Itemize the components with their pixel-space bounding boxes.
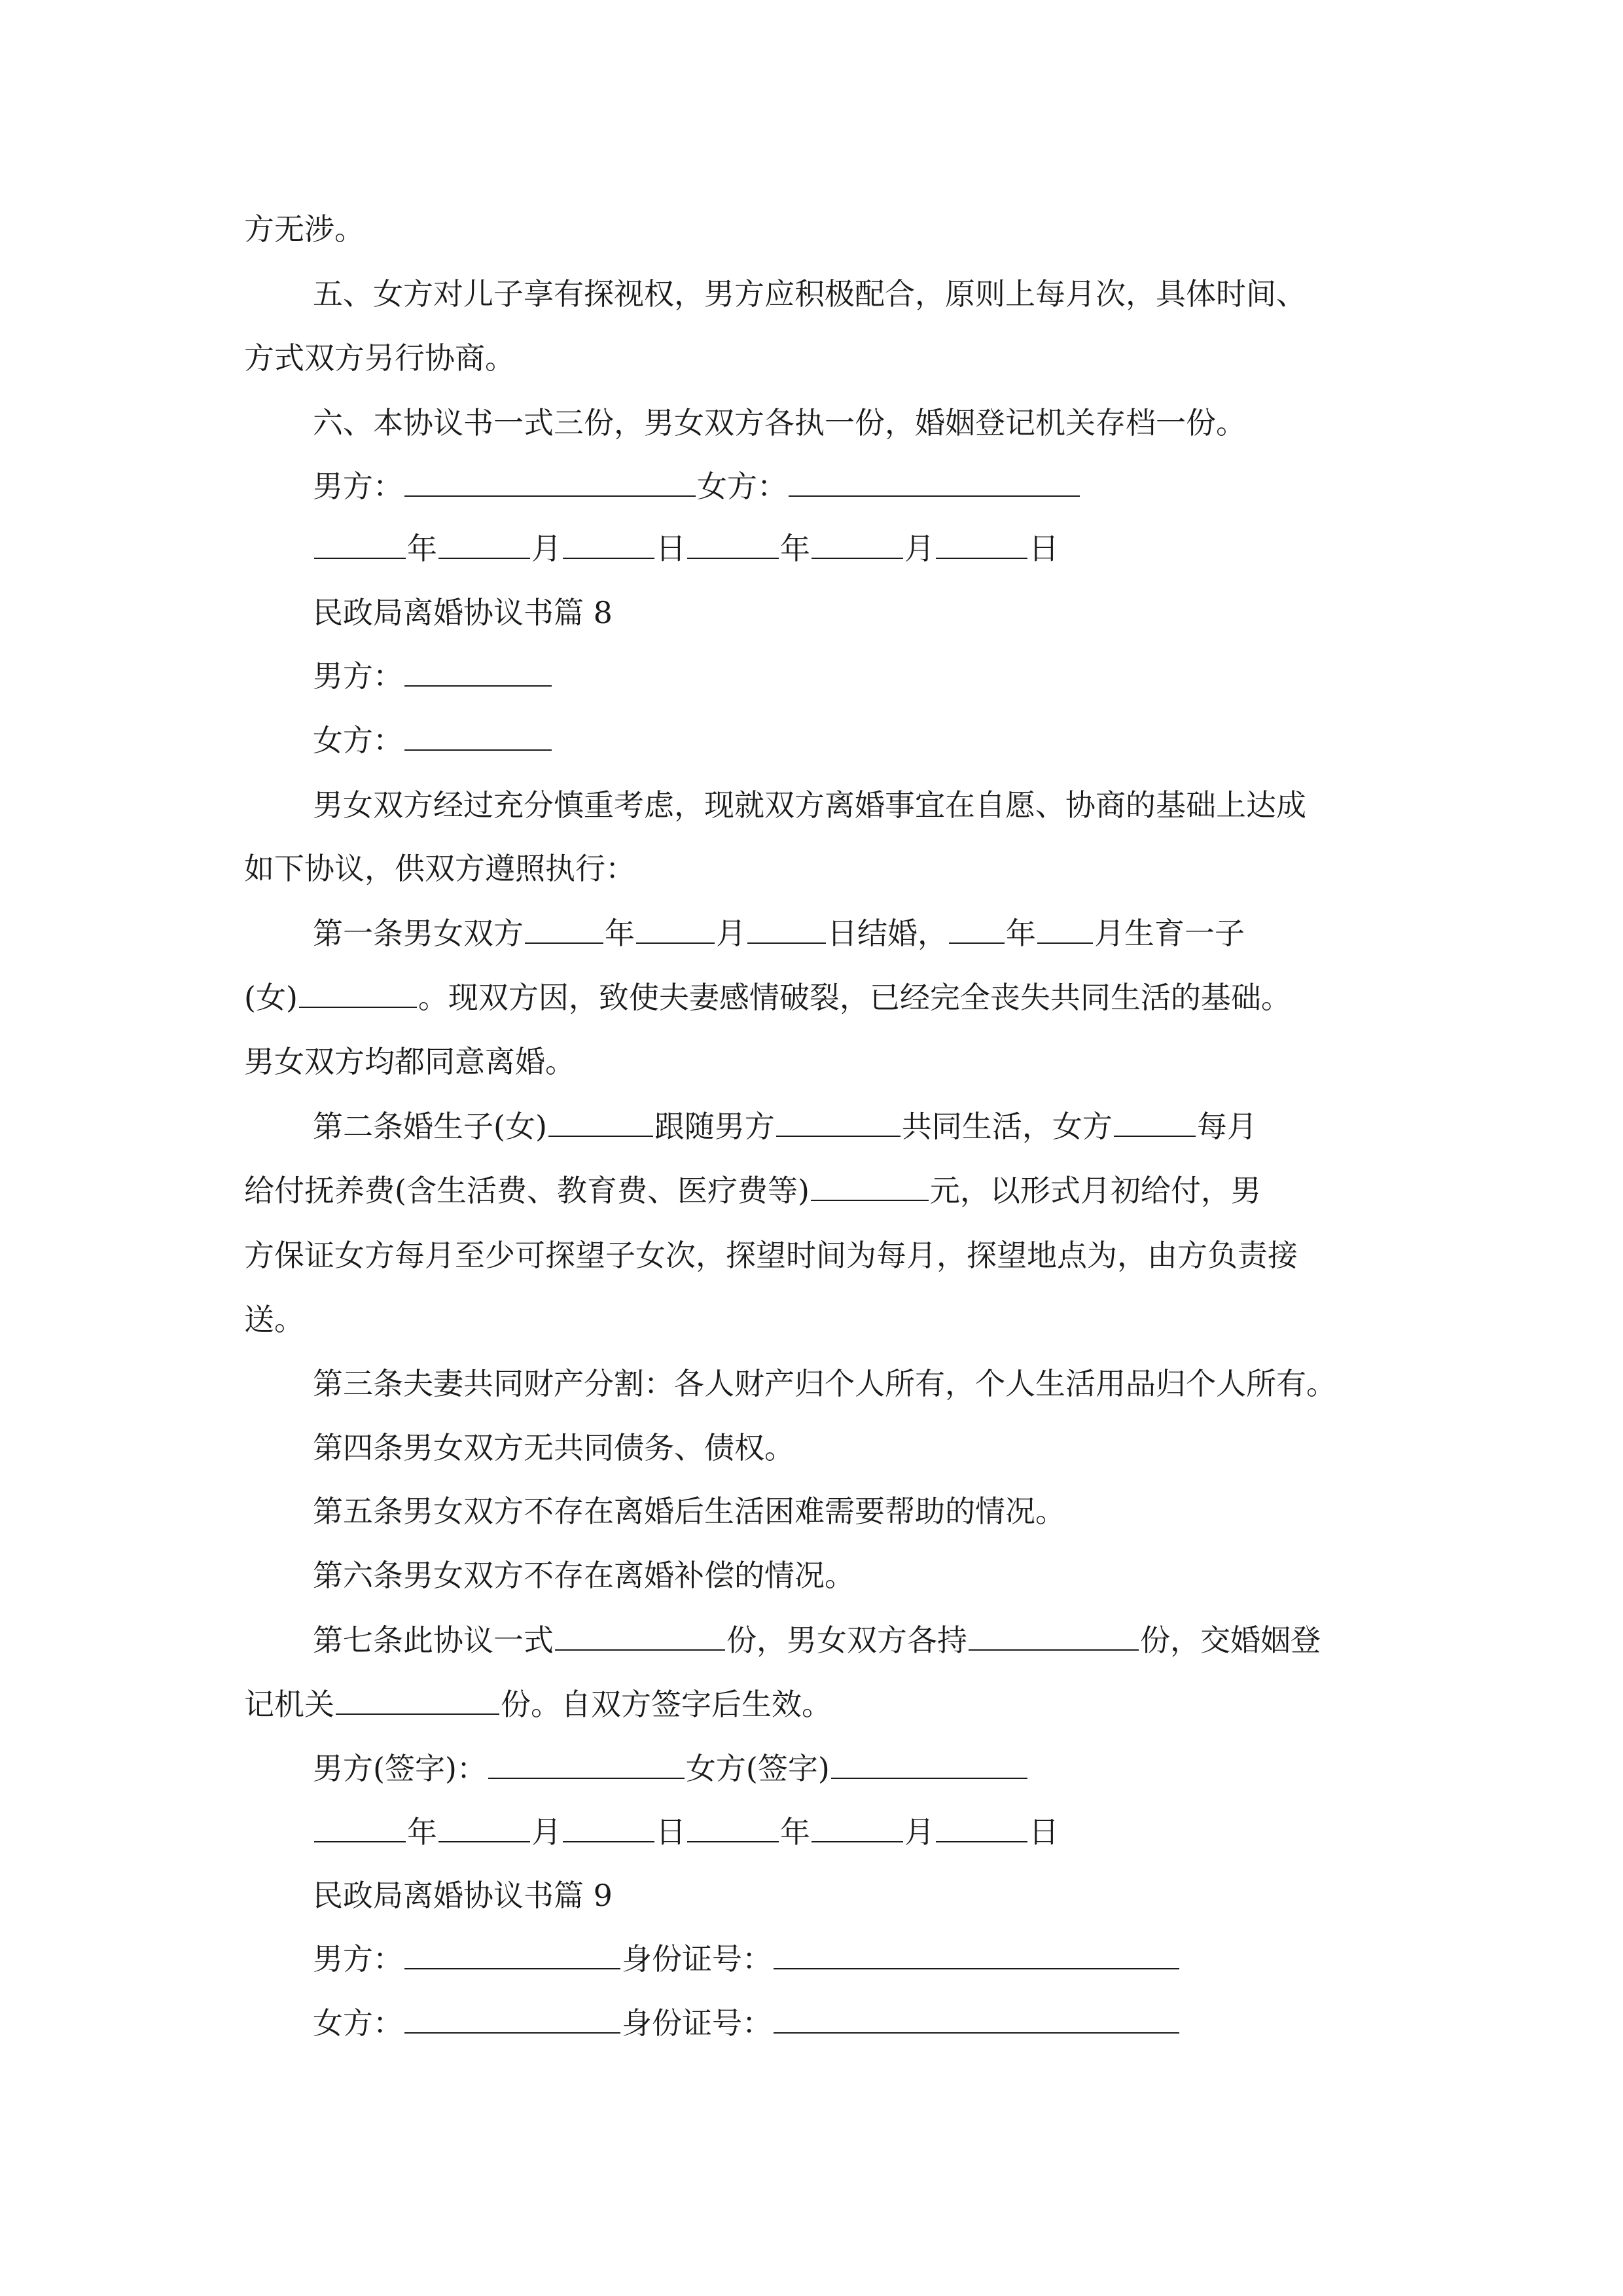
clause-line: 第四条男女双方无共同债务、债权。: [313, 1430, 794, 1465]
clause-line: 方保证女方每月至少可探望子女次，探望时间为每月，探望地点为，由方负责接: [244, 1238, 1298, 1273]
clause-line: 第一条男女双方 年 月 日结婚， 年 月生育一子: [313, 916, 1245, 951]
blank-field: [969, 1623, 1139, 1651]
blank-field: [563, 1815, 654, 1842]
blank-field: [548, 1109, 653, 1137]
blank-field: [812, 531, 903, 559]
party-id-line: 女方： 身份证号：: [313, 2003, 1181, 2043]
clause-line: 送。: [244, 1302, 304, 1337]
blank-field: [1037, 916, 1093, 944]
section-heading: 民政局离婚协议书篇 9: [313, 1878, 613, 1913]
clause-line: 给付抚养费(含生活费、教育费、医疗费等) 元，以形式月初给付，男: [244, 1173, 1261, 1208]
blank-field: [811, 1174, 929, 1201]
blank-field: [404, 723, 552, 751]
blank-field: [776, 1109, 901, 1137]
blank-field: [525, 916, 603, 944]
signature-line: 男方(签字)： 女方(签字): [313, 1749, 1029, 1788]
blank-field: [438, 1815, 530, 1842]
blank-field: [774, 1942, 1179, 1969]
party-line: 男方：: [313, 656, 553, 696]
blank-field: [488, 1751, 685, 1779]
blank-field: [936, 1815, 1027, 1842]
blank-field: [949, 916, 1005, 944]
blank-field: [404, 1942, 620, 1969]
paragraph-line: 方式双方另行协商。: [244, 340, 515, 376]
blank-field: [1114, 1109, 1196, 1137]
blank-field: [636, 916, 715, 944]
paragraph-line: 五、女方对儿子享有探视权，男方应积极配合，原则上每月次，具体时间、: [313, 276, 1306, 312]
date-line: 年 月 日 年 月 日: [313, 529, 1059, 568]
clause-line: 第三条夫妻共同财产分割：各人财产归个人所有，个人生活用品归个人所有。: [313, 1366, 1336, 1401]
blank-field: [404, 469, 696, 497]
clause-line: 第二条婚生子(女) 跟随男方 共同生活，女方 每月: [313, 1109, 1257, 1144]
clause-line: (女) 。现双方因，致使夫妻感情破裂，已经完全丧失共同生活的基础。: [244, 980, 1291, 1015]
clause-line: 第六条男女双方不存在离婚补偿的情况。: [313, 1558, 855, 1593]
blank-field: [314, 1815, 406, 1842]
party-id-line: 男方： 身份证号：: [313, 1939, 1181, 1979]
clause-line: 第五条男女双方不存在离婚后生活困难需要帮助的情况。: [313, 1494, 1065, 1529]
clause-line: 男女双方均都同意离婚。: [244, 1044, 575, 1079]
blank-field: [555, 1623, 725, 1651]
signature-line: 男方： 女方：: [313, 467, 1081, 506]
blank-field: [336, 1687, 499, 1715]
blank-field: [314, 531, 406, 559]
blank-field: [936, 531, 1027, 559]
party-line: 女方：: [313, 721, 553, 760]
blank-field: [299, 980, 417, 1008]
paragraph-line: 男女双方经过充分慎重考虑，现就双方离婚事宜在自愿、协商的基础上达成: [313, 787, 1306, 823]
blank-field: [831, 1751, 1027, 1779]
blank-field: [438, 531, 530, 559]
clause-line: 第七条此协议一式 份，男女双方各持 份，交婚姻登: [313, 1623, 1321, 1658]
paragraph-line: 六、本协议书一式三份，男女双方各执一份，婚姻登记机关存档一份。: [313, 405, 1246, 440]
blank-field: [774, 2006, 1179, 2034]
blank-field: [687, 1815, 779, 1842]
blank-field: [404, 2006, 620, 2034]
paragraph-line: 方无涉。: [244, 211, 365, 247]
blank-field: [563, 531, 654, 559]
blank-field: [687, 531, 779, 559]
blank-field: [812, 1815, 903, 1842]
date-line: 年 月 日 年 月 日: [313, 1812, 1059, 1852]
blank-field: [789, 469, 1080, 497]
paragraph-line: 如下协议，供双方遵照执行：: [244, 851, 635, 886]
section-heading: 民政局离婚协议书篇 8: [313, 595, 613, 630]
clause-line: 记机关 份。自双方签字后生效。: [244, 1687, 832, 1722]
blank-field: [404, 659, 552, 687]
blank-field: [747, 916, 826, 944]
